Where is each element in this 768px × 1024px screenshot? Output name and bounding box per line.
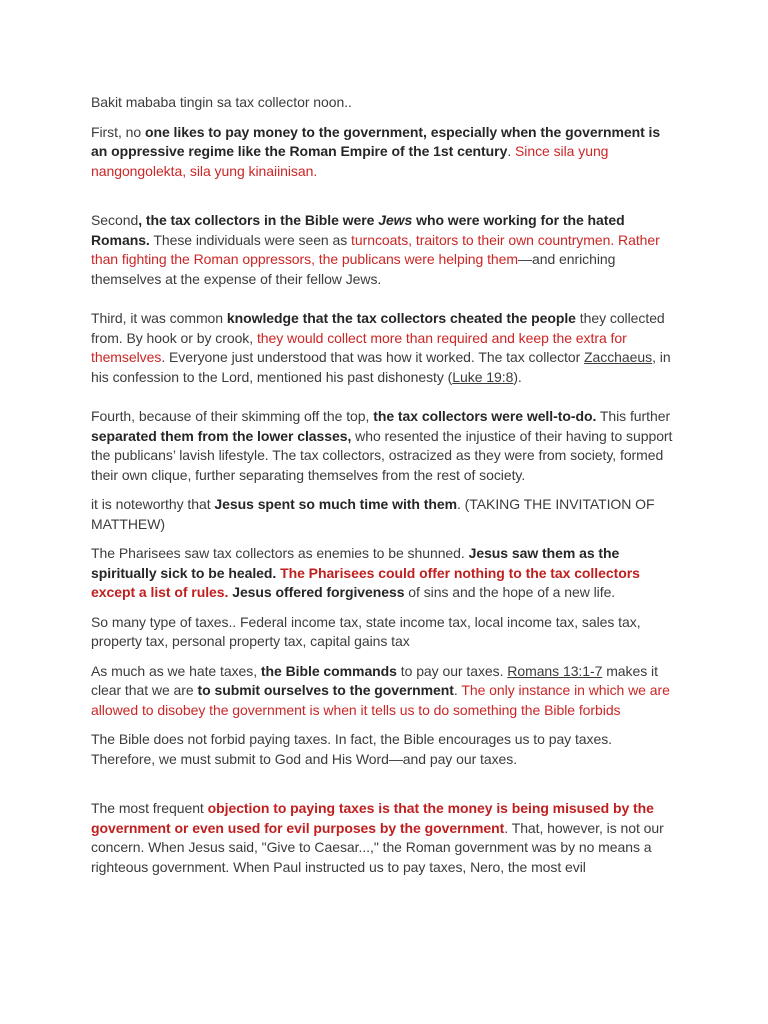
- paragraph-6: [91, 495, 678, 534]
- text-run: Second: [91, 212, 139, 228]
- paragraph-2: [91, 123, 678, 182]
- text-run: . (TAKING THE INVITATION OF MATTHEW): [91, 496, 655, 532]
- paragraph-8: So many type of taxes.. Federal income tax, state income tax, local income tax, sales tax, property tax, personal property tax, capital gains tax: [91, 613, 641, 649]
- text-run: one likes to pay money to the government, especially when the government is an oppressive regime like the Roman Empire of the 1st century: [91, 123, 661, 159]
- text-run: Jesus offered forgiveness: [232, 584, 405, 600]
- text-run: The only instance in which we are allowed to disobey the government is when it tells us to do something the Bible forbids: [91, 682, 670, 718]
- text-run: makes it clear that we are: [91, 662, 658, 698]
- text-run: , the tax collectors in the Bible were: [138, 212, 379, 228]
- text-run: These individuals were seen as: [149, 231, 352, 248]
- text-run: Fourth, because of their skimming off the top,: [91, 408, 374, 424]
- paragraph-5: [91, 407, 678, 485]
- paragraph-11: [91, 799, 678, 877]
- text-run: who were working for the hated Romans.: [91, 212, 625, 248]
- luke-19-8-link[interactable]: Luke 19:8: [452, 368, 514, 385]
- text-run: , in his confession to the Lord, mentioned his past dishonesty (: [91, 349, 671, 385]
- text-run: they would collect more than required and keep the extra for themselves: [91, 329, 627, 365]
- text-run: who resented the injustice of their having to support the publicans’ lavish lifestyle. The tax collectors, ostracized as they were from society, formed their own clique, further separating themselves from the rest of society.: [91, 427, 673, 483]
- paragraph-4: [91, 309, 678, 387]
- text-run: knowledge that the tax collectors cheated the people: [226, 310, 576, 326]
- text-run: separated them from the lower classes,: [91, 427, 352, 444]
- text-run: The Pharisees saw tax collectors as enemies to be shunned.: [91, 545, 469, 561]
- text-run: As much as we hate taxes,: [91, 662, 261, 679]
- text-run: Jews: [378, 212, 413, 228]
- paragraph-10: The Bible does not forbid paying taxes. In fact, the Bible encourages us to pay taxes. Therefore, we must submit to God and His Word—and pay our taxes.: [91, 731, 613, 767]
- text-run: . Everyone just understood that was how it worked. The tax collector: [161, 349, 585, 365]
- text-run: ).: [513, 368, 522, 385]
- text-run: —and enriching themselves at the expense of their fellow Jews.: [91, 251, 616, 287]
- text-run: Third, it was common: [91, 310, 227, 326]
- text-run: the Bible commands: [260, 662, 397, 679]
- text-run: objection to paying taxes is that the money is being misused by the government or even used for evil purposes by the government: [91, 800, 654, 836]
- text-run: turncoats, traitors to their own countrymen. Rather than fighting the Roman oppressors, the publicans were helping them: [91, 231, 660, 267]
- text-run: This further: [596, 408, 671, 424]
- text-run: Jesus saw them as the spiritually sick to be healed.: [91, 545, 620, 581]
- text-run: The most frequent: [91, 800, 208, 816]
- text-run: Since sila yung nangongolekta, sila yung kinaiinisan.: [91, 143, 609, 179]
- text-run: to submit ourselves to the government: [197, 682, 454, 698]
- text-run: they collected from. By hook or by crook,: [91, 310, 665, 346]
- text-run: of sins and the hope of a new life.: [404, 584, 616, 600]
- text-run: .: [507, 143, 515, 159]
- paragraph-7: [91, 544, 678, 603]
- text-run: .: [453, 682, 462, 698]
- text-run: Jesus spent so much time with them: [214, 496, 457, 512]
- romans-13-link[interactable]: Romans 13:1-7: [507, 662, 603, 679]
- text-run: First, no: [91, 123, 145, 140]
- text-run: to pay our taxes.: [396, 662, 508, 679]
- paragraph-3: [91, 211, 678, 289]
- text-run: . That, however, is not our concern. When Jesus said, "Give to Caesar...," the Roman government was by no means a righteous government. When Paul instructed us to pay taxes, Nero, the most evil: [91, 819, 664, 875]
- paragraph-1: Bakit mababa tingin sa tax collector noon..: [91, 94, 352, 110]
- zacchaeus-link[interactable]: Zacchaeus: [584, 349, 653, 365]
- paragraph-9: [91, 662, 678, 721]
- text-run: the tax collectors were well-to-do.: [373, 408, 597, 424]
- text-run: The Pharisees could offer nothing to the tax collectors except a list of rules.: [91, 564, 640, 600]
- text-run: it is noteworthy that: [91, 496, 215, 512]
